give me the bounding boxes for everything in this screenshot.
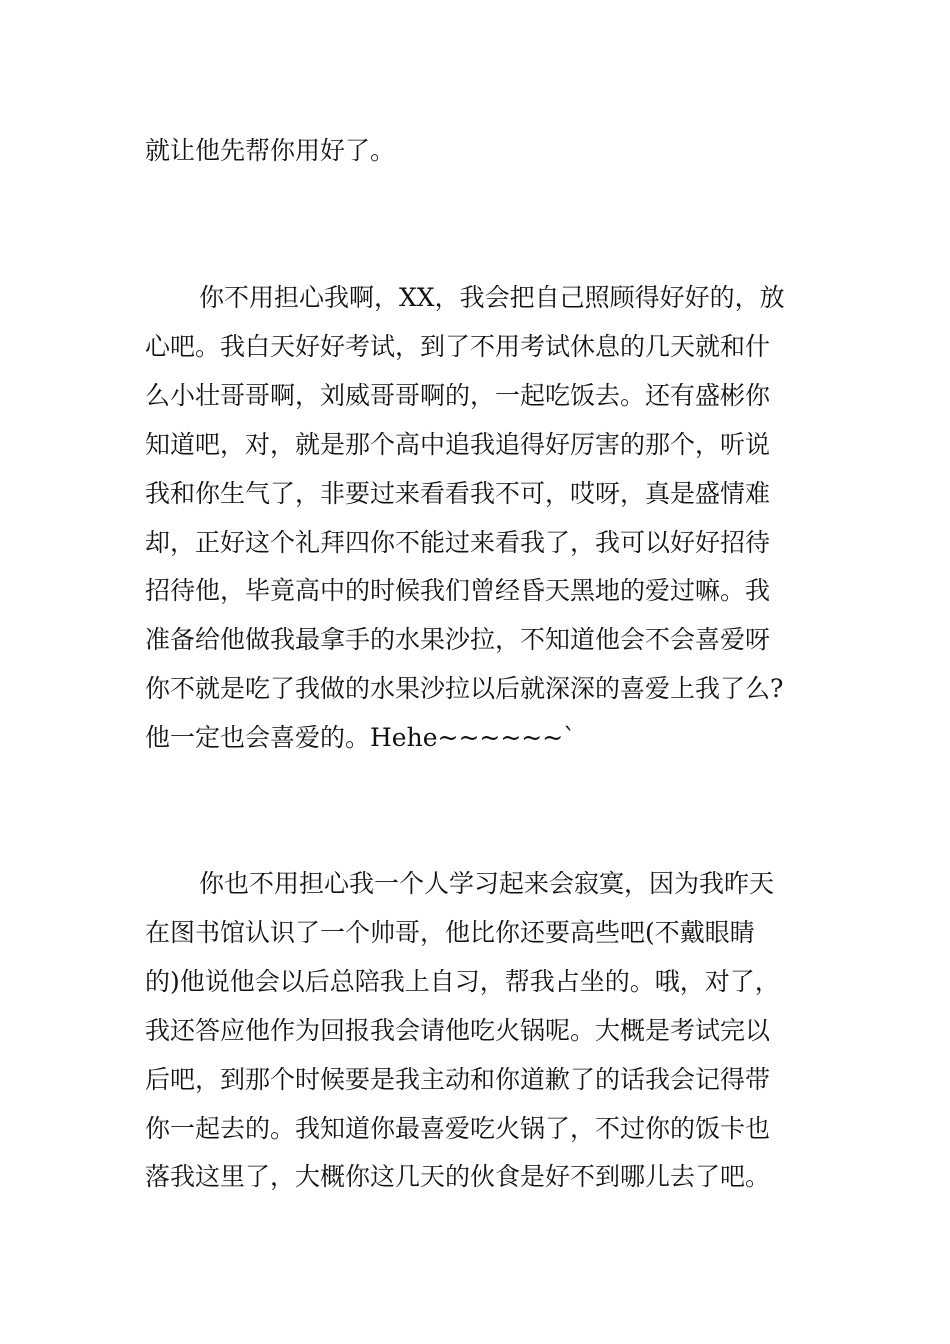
paragraph-1 [145, 127, 395, 176]
paragraph-line: 后吧，到那个时候要是我主动和你道歉了的话我会记得带 [145, 1064, 771, 1094]
paragraph-line: 招待他，毕竟高中的时候我们曾经昏天黑地的爱过嘛。我 [145, 576, 771, 606]
paragraph-line: 落我这里了，大概你这几天的伙食是好不到哪儿去了吧。 [145, 1162, 771, 1192]
paragraph-line: 你不就是吃了我做的水果沙拉以后就深深的喜爱上我了么? [145, 674, 784, 704]
paragraph-2 [145, 274, 785, 763]
paragraph-line: 我还答应他作为回报我会请他吃火锅呢。大概是考试完以 [145, 1015, 771, 1045]
paragraph-line: 他一定也会喜爱的。Hehe~~~~~~` [145, 723, 576, 753]
paragraph-line: 的)他说他会以后总陪我上自习，帮我占坐的。哦，对了， [145, 966, 780, 996]
paragraph-line: 心吧。我白天好好考试，到了不用考试休息的几天就和什 [145, 331, 771, 361]
paragraph-line: 就让他先帮你用好了。 [145, 136, 396, 165]
paragraph-line: 我和你生气了，非要过来看看我不可，哎呀，真是盛情难 [145, 478, 771, 508]
paragraph-line: 么小壮哥哥啊，刘威哥哥啊的，一起吃饭去。还有盛彬你 [145, 380, 771, 410]
paragraph-line: 知道吧，对，就是那个高中追我追得好厉害的那个，听说 [145, 429, 771, 459]
paragraph-line: 你不用担心我啊，XX，我会把自己照顾得好好的，放 [199, 283, 785, 312]
paragraph-line: 你也不用担心我一个人学习起来会寂寞，因为我昨天 [199, 869, 775, 898]
paragraph-3 [145, 860, 780, 1202]
paragraph-line: 你一起去的。我知道你最喜爱吃火锅了，不过你的饭卡也 [145, 1113, 771, 1143]
paragraph-line: 准备给他做我最拿手的水果沙拉，不知道他会不会喜爱呀 [145, 625, 771, 655]
paragraph-line: 在图书馆认识了一个帅哥，他比你还要高些吧(不戴眼睛 [145, 917, 755, 947]
paragraph-line: 却，正好这个礼拜四你不能过来看我了，我可以好好招待 [145, 527, 771, 557]
